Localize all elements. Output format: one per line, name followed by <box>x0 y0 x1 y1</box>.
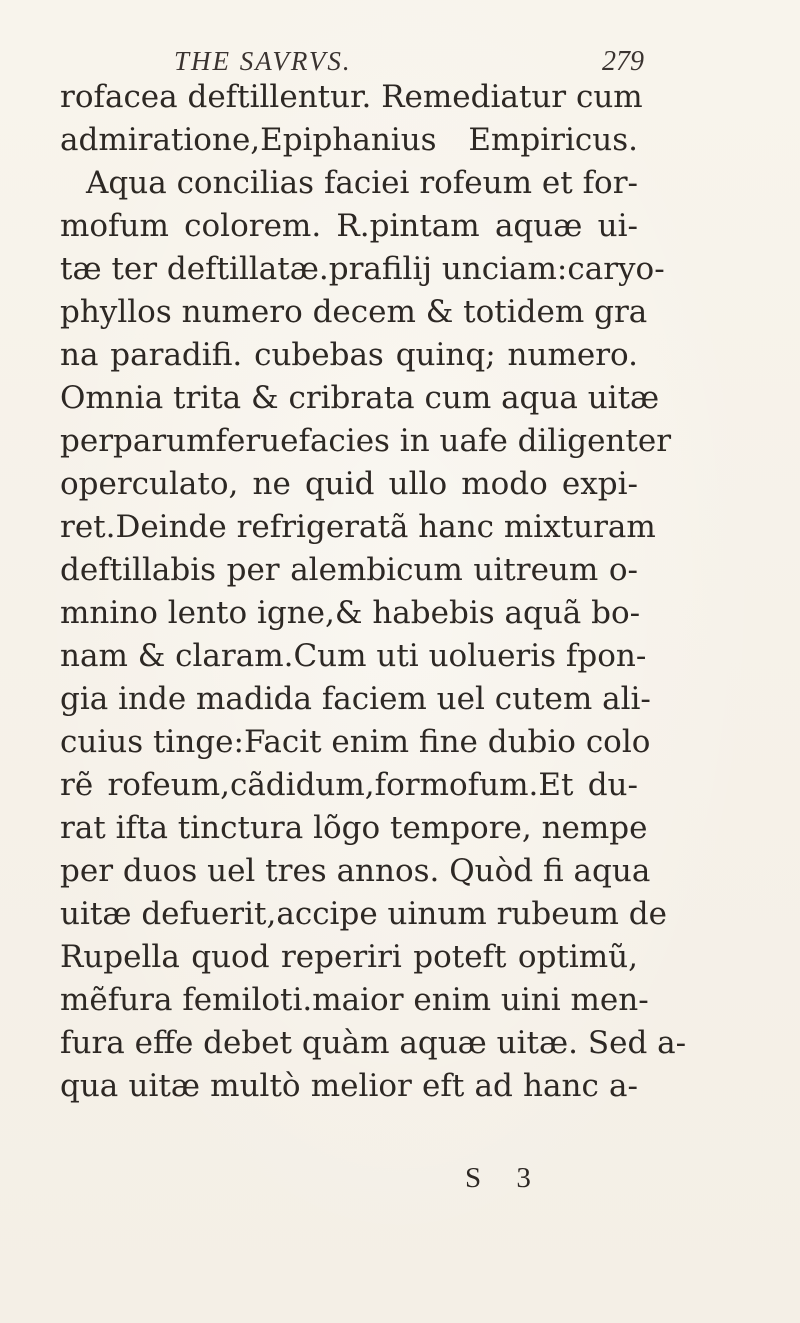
text-line: qua uitæ multò melior eft ad hanc a- <box>60 1068 638 1104</box>
text-line: rofacea deftillentur. Remediatur cum <box>60 79 643 115</box>
page-number: 279 <box>602 46 644 77</box>
text-line: tæ ter deftillatæ.prafilij unciam:caryo- <box>60 251 665 287</box>
text-line: uitæ defuerit,accipe uinum rubeum de <box>60 896 667 932</box>
text-line: Rupella quod reperiri poteft optimũ, <box>60 939 638 975</box>
text-line: operculato, ne quid ullo modo expi- <box>60 466 638 502</box>
signature-mark: S 3 <box>465 1162 545 1194</box>
text-line: per duos uel tres annos. Quòd fi aqua <box>60 853 651 889</box>
running-head: THE SAVRVS. <box>174 46 352 76</box>
text-line: admiratione,Epiphanius Empiricus. <box>60 122 638 158</box>
text-line: deftillabis per alembicum uitreum o- <box>60 552 638 588</box>
text-line: na paradifi. cubebas quinq; numero. <box>60 337 638 373</box>
text-line: nam & claram.Cum uti uolueris fpon- <box>60 638 647 674</box>
text-line: gia inde madida faciem uel cutem ali- <box>60 681 651 717</box>
text-line: phyllos numero decem & totidem gra <box>60 294 648 330</box>
text-line: mẽfura femiloti.maior enim uini men- <box>60 982 649 1018</box>
body-text <box>60 76 687 1108</box>
text-line: rẽ rofeum,cãdidum,formofum.Et du- <box>60 767 638 803</box>
text-line: Omnia trita & cribrata cum aqua uitæ <box>60 380 660 416</box>
text-line: rat ifta tinctura lõgo tempore, nempe <box>60 810 648 846</box>
text-line: perparumferuefacies in uafe diligenter <box>60 423 672 459</box>
text-line: ret.Deinde refrigeratã hanc mixturam <box>60 509 656 545</box>
text-line: mnino lento igne,& habebis aquã bo- <box>60 595 641 631</box>
text-line: mofum colorem. R.pintam aquæ ui- <box>60 208 638 244</box>
text-line: Aqua concilias faciei rofeum et for- <box>86 165 638 201</box>
text-line: fura effe debet quàm aquæ uitæ. Sed a- <box>60 1025 687 1061</box>
text-line: cuius tinge:Facit enim fine dubio colo <box>60 724 651 760</box>
